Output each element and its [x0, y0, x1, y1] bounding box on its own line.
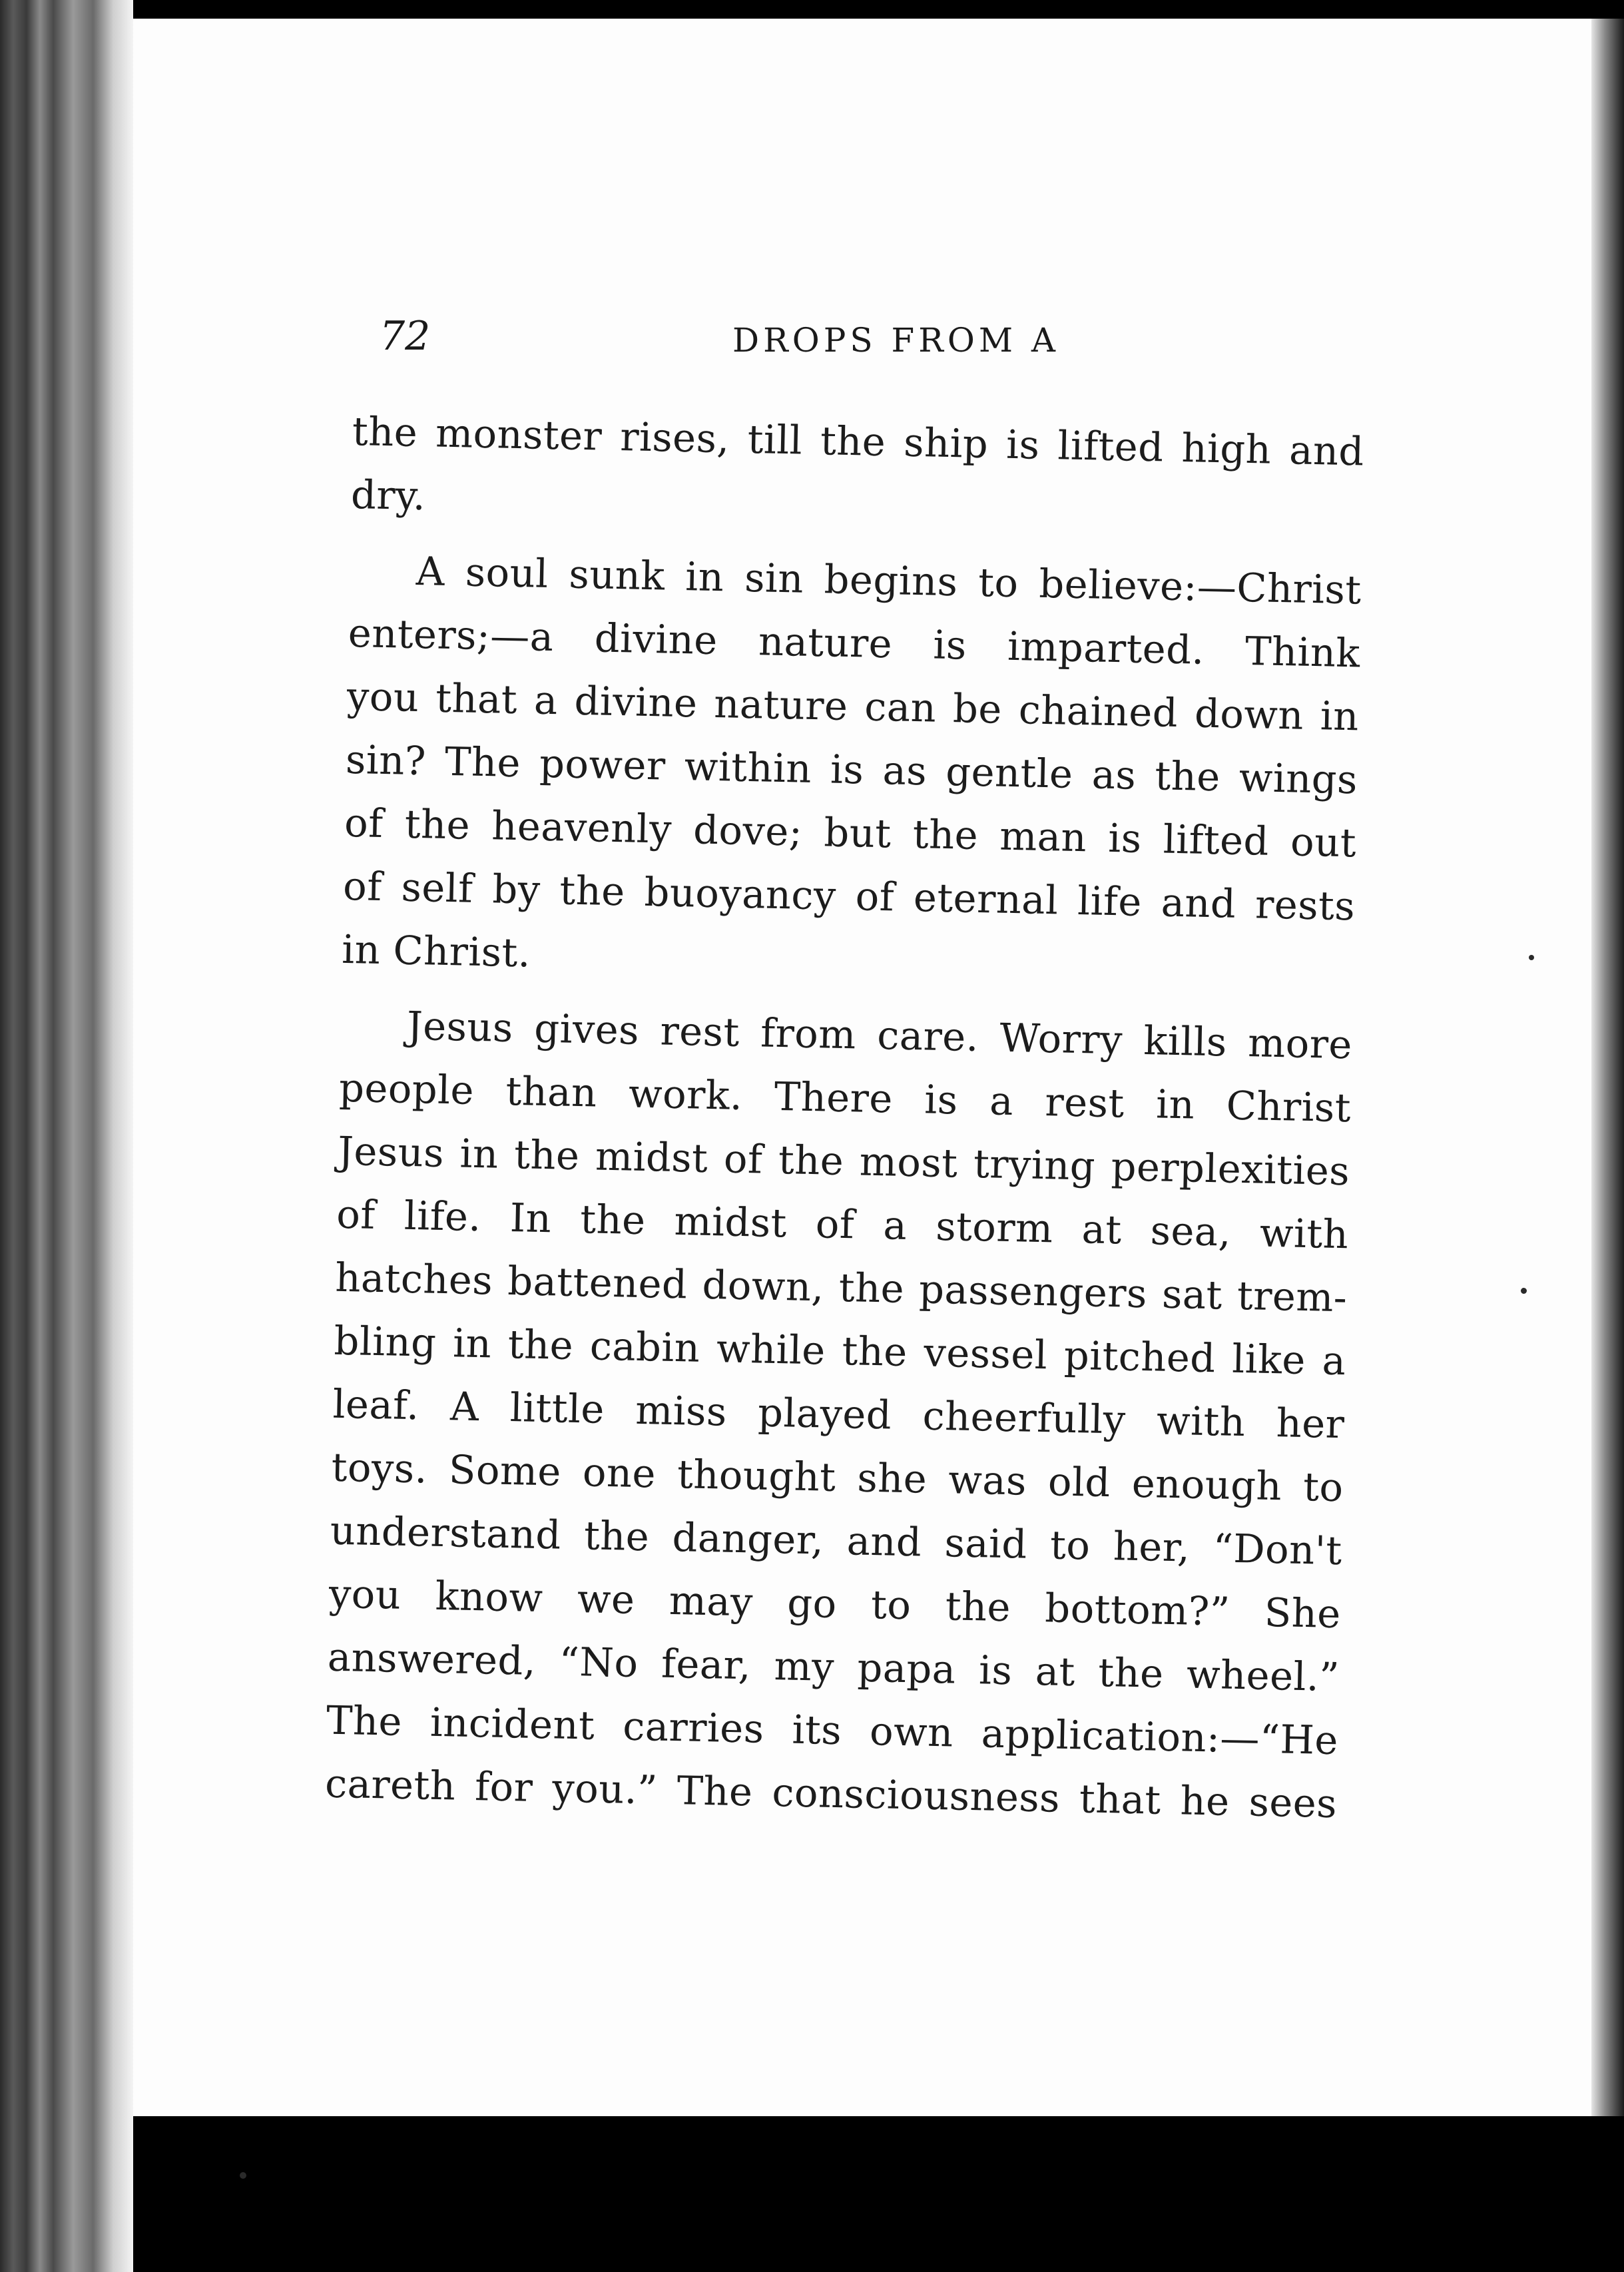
text-line: The incident carries its own application:—“He	[326, 1697, 1339, 1764]
text-line: people than work. There is a rest in Christ	[338, 1064, 1352, 1131]
page-edge	[1591, 19, 1624, 2116]
running-head	[240, 313, 1372, 373]
text-line: hatches battened down, the passengers sat trem-	[334, 1254, 1348, 1321]
body-text	[324, 400, 1364, 1835]
text-line: Jesus gives rest from care. Worry kills more	[406, 1002, 1353, 1068]
text-line: enters;—a divine nature is imparted. Think	[348, 609, 1361, 677]
text-line: of self by the buoyancy of eternal life and rests	[342, 862, 1356, 930]
text-line: of the heavenly dove; but the man is lifted out	[344, 799, 1357, 866]
scan-speck	[1529, 955, 1534, 960]
page-number: 72	[380, 313, 431, 360]
text-line: dry.	[350, 471, 427, 519]
text-line: leaf. A little miss played cheerfully with her	[332, 1380, 1346, 1448]
text-line: A soul sunk in sin begins to believe:—Christ	[415, 547, 1362, 613]
text-line: Jesus in the midst of the most trying perplexities	[337, 1127, 1350, 1195]
text-line: careth for you.” The consciousness that he sees	[324, 1760, 1338, 1827]
text-line: you that a divine nature can be chained down in	[346, 673, 1360, 740]
text-line: toys. Some one thought she was old enough to	[331, 1444, 1344, 1511]
text-line: of life. In the midst of a storm at sea, with	[336, 1191, 1349, 1258]
text-line: understand the danger, and said to her, “Don't	[330, 1507, 1343, 1574]
text-line: in Christ.	[341, 926, 531, 976]
book-spine-edge	[0, 0, 133, 2272]
text-line: answered, “No fear, my papa is at the wheel.”	[327, 1633, 1340, 1701]
text-line: sin? The power within is as gentle as the wings	[345, 736, 1358, 803]
scan-speck	[240, 2172, 246, 2179]
scan-speck	[1521, 1288, 1527, 1294]
text-line: you know we may go to the bottom?” She	[328, 1570, 1342, 1637]
running-title: DROPS FROM A	[732, 321, 1060, 360]
text-line: the monster rises, till the ship is lifted high and	[352, 408, 1365, 475]
text-line: bling in the cabin while the vessel pitched like a	[333, 1317, 1347, 1384]
